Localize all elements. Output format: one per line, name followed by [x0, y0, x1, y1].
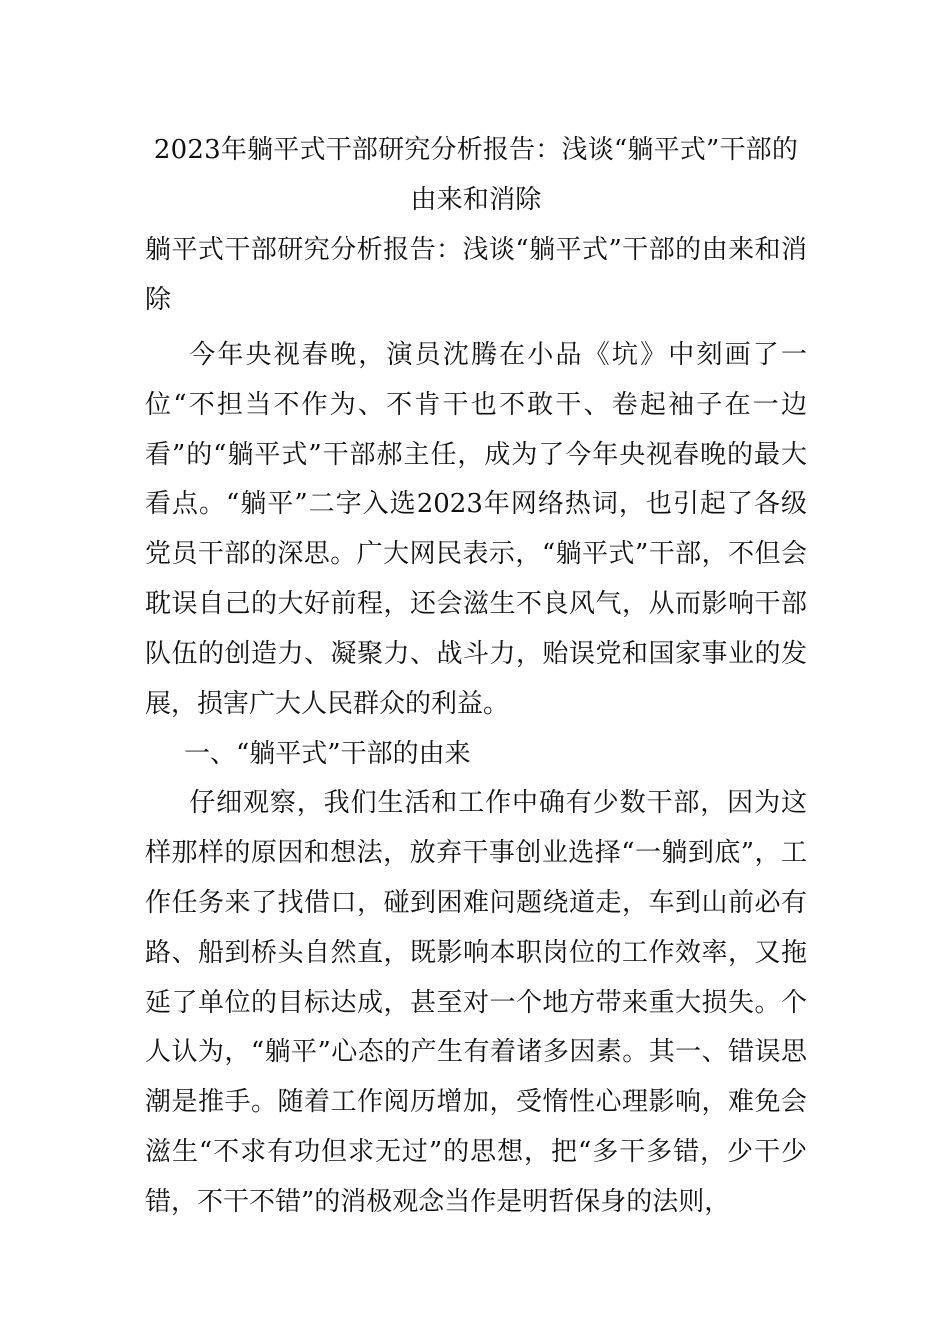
section-paragraph: 仔细观察，我们生活和工作中确有少数干部，因为这样那样的原因和想法，放弃干事创业选择“一躺到底”，工作任务来了找借口，碰到困难问题绕道走，车到山前必有路、船到桥头自然直，既影响本职岗位的工作效率，又拖延了单位的目标达成，甚至对一个地方带来重大损失。个人认为，“躺平”心态的产生有着诸多因素。其一、错误思潮是推手。随着工作阅历增加，受惰性心理影响，难免会滋生“不求有功但求无过”的思想，把“多干多错，少干少错，不干不错”的消极观念当作是明哲保身的法则，: [145, 788, 807, 1217]
document-subtitle: 躺平式干部研究分析报告：浅谈“躺平式”干部的由来和消除: [145, 235, 807, 315]
document-page: [145, 125, 807, 1228]
section-heading: 一、“躺平式”干部的由来: [184, 739, 471, 770]
intro-paragraph: 今年央视春晚，演员沈腾在小品《坑》中刻画了一位“不担当不作为、不肯干也不敢干、卷起袖子在一边看”的“躺平式”干部郝主任，成为了今年央视春晚的最大看点。“躺平”二字入选2023年网络热词，也引起了各级党员干部的深思。广大网民表示，“躺平式”干部，不但会耽误自己的大好前程，还会滋生不良风气，从而影响干部队伍的创造力、凝聚力、战斗力，贻误党和国家事业的发展，损害广大人民群众的利益。: [145, 340, 807, 719]
document-title: 2023年躺平式干部研究分析报告：浅谈“躺平式”干部的由来和消除: [153, 135, 799, 215]
